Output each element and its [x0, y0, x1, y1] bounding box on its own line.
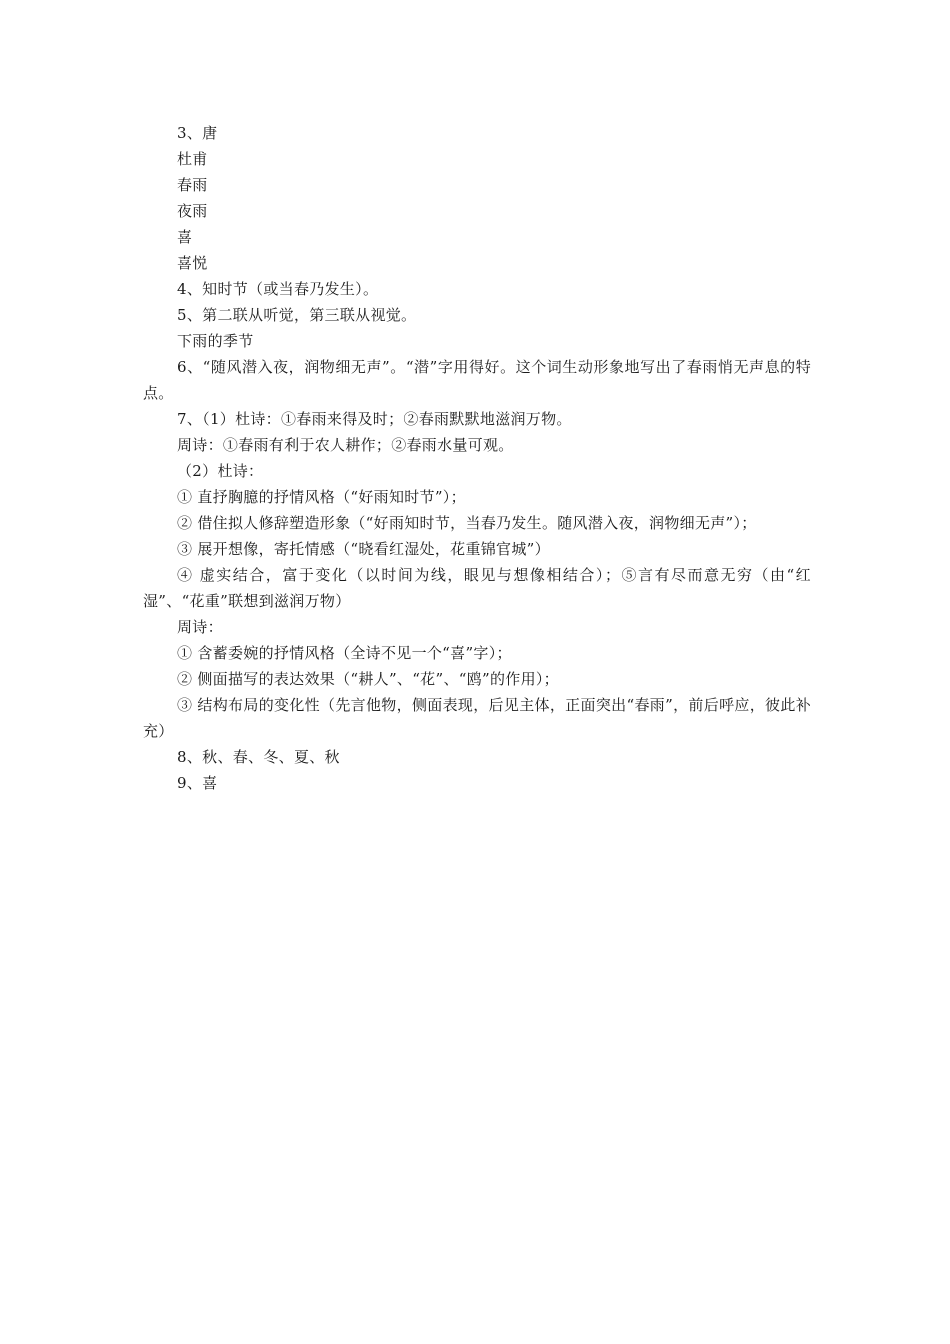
answer-3-season-rain: 春雨 [177, 176, 208, 194]
answer-7-1-du: 7、（1）杜诗：①春雨来得及时；②春雨默默地滋润万物。 [177, 410, 572, 428]
answer-9: 9、喜 [177, 774, 218, 792]
answer-7-2-du-item-4-5: ④ 虚实结合，富于变化（以时间为线，眼见与想像相结合）；⑤言有尽而意无穷（由“红湿”、“花重”联想到滋润万物） [143, 566, 811, 610]
answer-3-dynasty: 3、唐 [177, 124, 218, 142]
answer-3-joy: 喜 [177, 228, 193, 246]
answer-6: 6、“随风潜入夜，润物细无声”。“潜”字用得好。这个词生动形象地写出了春雨悄无声息的特点。 [143, 358, 811, 402]
answer-5-season: 下雨的季节 [177, 332, 254, 350]
answer-7-2-zhou-item-3: ③ 结构布局的变化性（先言他物，侧面表现，后见主体，正面突出“春雨”，前后呼应，彼此补充） [143, 696, 811, 740]
answer-7-2-zhou-heading: 周诗： [177, 618, 223, 636]
answer-7-2-zhou-item-2: ② 侧面描写的表达效果（“耕人”、“花”、“鸥”的作用）； [177, 670, 559, 688]
document-body [143, 120, 811, 796]
answer-5: 5、第二联从听觉，第三联从视觉。 [177, 306, 417, 324]
answer-3-night-rain: 夜雨 [177, 202, 208, 220]
answer-7-2-du-heading: （2）杜诗： [177, 462, 264, 480]
answer-8: 8、秋、春、冬、夏、秋 [177, 748, 340, 766]
answer-3-delight: 喜悦 [177, 254, 208, 272]
answer-4: 4、知时节（或当春乃发生）。 [177, 280, 379, 298]
answer-7-2-zhou-item-1: ① 含蓄委婉的抒情风格（全诗不见一个“喜”字）； [177, 644, 512, 662]
answer-3-author: 杜甫 [177, 150, 208, 168]
answer-7-2-du-item-2: ② 借住拟人修辞塑造形象（“好雨知时节，当春乃发生。随风潜入夜，润物细无声”）； [177, 514, 757, 532]
answer-7-2-du-item-1: ① 直抒胸臆的抒情风格（“好雨知时节”）； [177, 488, 466, 506]
answer-7-2-du-item-3: ③ 展开想像，寄托情感（“晓看红湿处，花重锦官城”） [177, 540, 550, 558]
answer-7-1-zhou: 周诗：①春雨有利于农人耕作；②春雨水量可观。 [177, 436, 514, 454]
